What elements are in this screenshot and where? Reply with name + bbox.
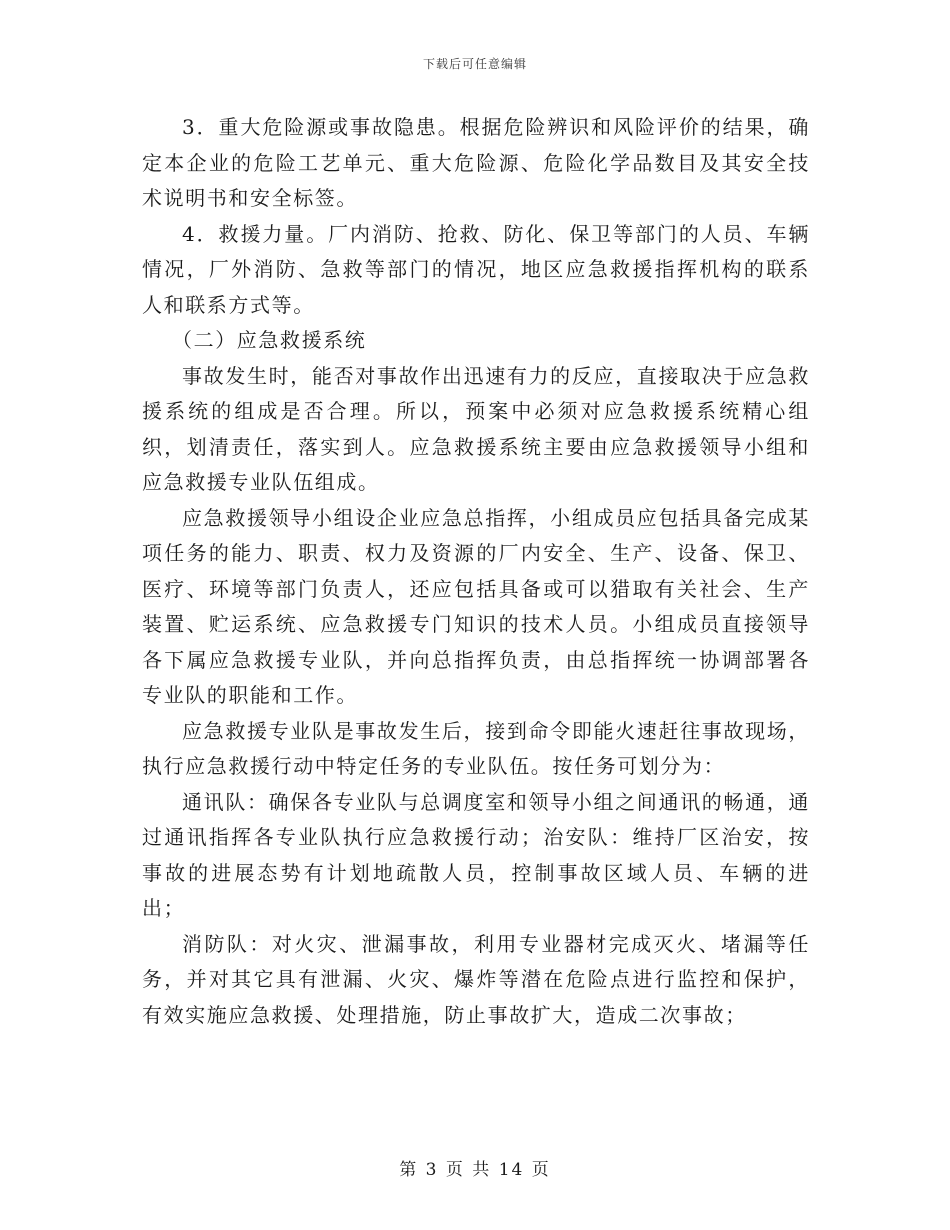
document-body xyxy=(142,110,810,1033)
page-header: 下载后可任意编辑 xyxy=(422,57,527,71)
paragraph-rescue-forces: 4．救援力量。厂内消防、抢救、防化、保卫等部门的人员、车辆情况，厂外消防、急救等部门的情况，地区应急救援指挥机构的联系人和联系方式等。 xyxy=(142,221,810,317)
paragraph-rescue-system-intro: 事故发生时，能否对事故作出迅速有力的反应，直接取决于应急救援系统的组成是否合理。所以，预案中必须对应急救援系统精心组织，划清责任，落实到人。应急救援系统主要由应急救援领导小组和应急救援专业队伍组成。 xyxy=(142,363,810,494)
paragraph-hazard-sources: 3．重大危险源或事故隐患。根据危险辨识和风险评价的结果，确定本企业的危险工艺单元、重大危险源、危险化学品数目及其安全技术说明书和安全标签。 xyxy=(142,115,810,210)
paragraph-leadership-group: 应急救援领导小组设企业应急总指挥，小组成员应包括具备完成某项任务的能力、职责、权力及资源的厂内安全、生产、设备、保卫、医疗、环境等部门负责人，还应包括具备或可以猎取有关社会、生产装置、贮运系统、应急救援专门知识的技术人员。小组成员直接领导各下属应急救援专业队，并向总指挥负责，由总指挥统一协调部署各专业队的职能和工作。 xyxy=(142,505,810,707)
paragraph-fire-team: 消防队：对火灾、泄漏事故，利用专业器材完成灭火、堵漏等任务，并对其它具有泄漏、火灾、爆炸等潜在危险点进行监控和保护，有效实施应急救援、处理措施，防止事故扩大，造成二次事故； xyxy=(142,931,810,1027)
section-heading-rescue-system: （二）应急救援系统 xyxy=(172,328,367,352)
page-footer: 第 3 页 共 14 页 xyxy=(399,1160,551,1180)
paragraph-communication-security-teams: 通讯队：确保各专业队与总调度室和领导小组之间通讯的畅通，通过通讯指挥各专业队执行应急救援行动；治安队：维持厂区治安，按事故的进展态势有计划地疏散人员，控制事故区域人员、车辆的进出； xyxy=(142,789,810,920)
paragraph-professional-teams: 应急救援专业队是事故发生后，接到命令即能火速赶往事故现场，执行应急救援行动中特定任务的专业队伍。按任务可划分为： xyxy=(142,718,810,778)
